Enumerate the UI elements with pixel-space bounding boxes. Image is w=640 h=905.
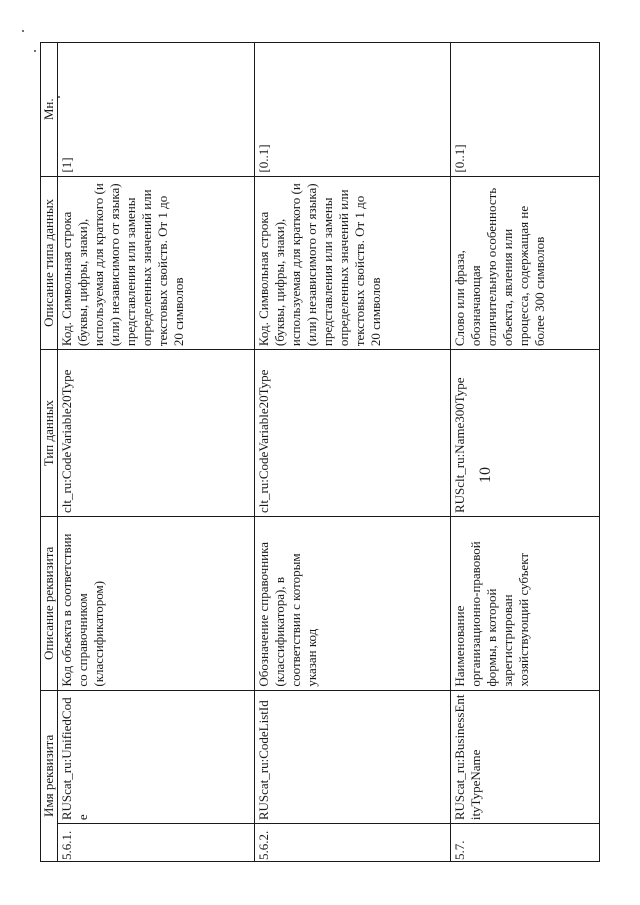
attribute-description: Обозначение справочника (классификатора), в соответствии с которым указан код — [254, 517, 451, 691]
data-type: RUSclt_ru:Name300Type — [451, 350, 600, 517]
attributes-table — [40, 42, 600, 862]
attribute-name: RUScat_ru:UnifiedCode — [58, 690, 255, 824]
data-type: clt_ru:CodeVariable20Type — [254, 350, 451, 517]
multiplicity: [1] — [58, 43, 255, 177]
header-multiplicity: Мн. — [41, 43, 58, 177]
row-number: 5.7. — [451, 824, 600, 862]
multiplicity: [0..1] — [254, 43, 451, 177]
row-number: 5.6.1. — [58, 824, 255, 862]
header-name: Имя реквизита — [41, 690, 58, 861]
attribute-description: Наименование организационно-правовой формы, в которой зарегистрирован хозяйствующий субъект — [451, 517, 600, 691]
header-description: Описание реквизита — [41, 517, 58, 691]
attribute-name: RUScat_ru:BusinessEntityTypeName — [451, 690, 600, 824]
data-type: clt_ru:CodeVariable20Type — [58, 350, 255, 517]
table-row — [254, 43, 451, 862]
multiplicity: [0..1] — [451, 43, 600, 177]
header-type: Тип данных — [41, 350, 58, 517]
page-number: 10 — [477, 467, 494, 483]
attribute-description: Код объекта в соответствии со справочником (классификатором) — [58, 517, 255, 691]
table-row — [58, 43, 255, 862]
header-type-description: Описание типа данных — [41, 176, 58, 350]
table-row — [451, 43, 600, 862]
row-number: 5.6.2. — [254, 824, 451, 862]
data-type-description: Слово или фраза, обозначающая отличительную особенность объекта, явления или процесса, содержащая не более 300 символов — [451, 176, 600, 350]
table-header-row — [41, 43, 58, 862]
data-type-description: Код. Символьная строка (буквы, цифры, знаки), используемая для краткого (и (или) независимого от языка) представления или замены определенных значений или текстовых свойств. От 1 до 20 символов — [58, 176, 255, 350]
rotated-table-container — [40, 42, 600, 862]
data-type-description: Код. Символьная строка (буквы, цифры, знаки), используемая для краткого (и (или) независимого от языка) представления или замены определенных значений или текстовых свойств. От 1 до 20 символов — [254, 176, 451, 350]
attribute-name: RUScat_ru:CodeListId — [254, 690, 451, 824]
